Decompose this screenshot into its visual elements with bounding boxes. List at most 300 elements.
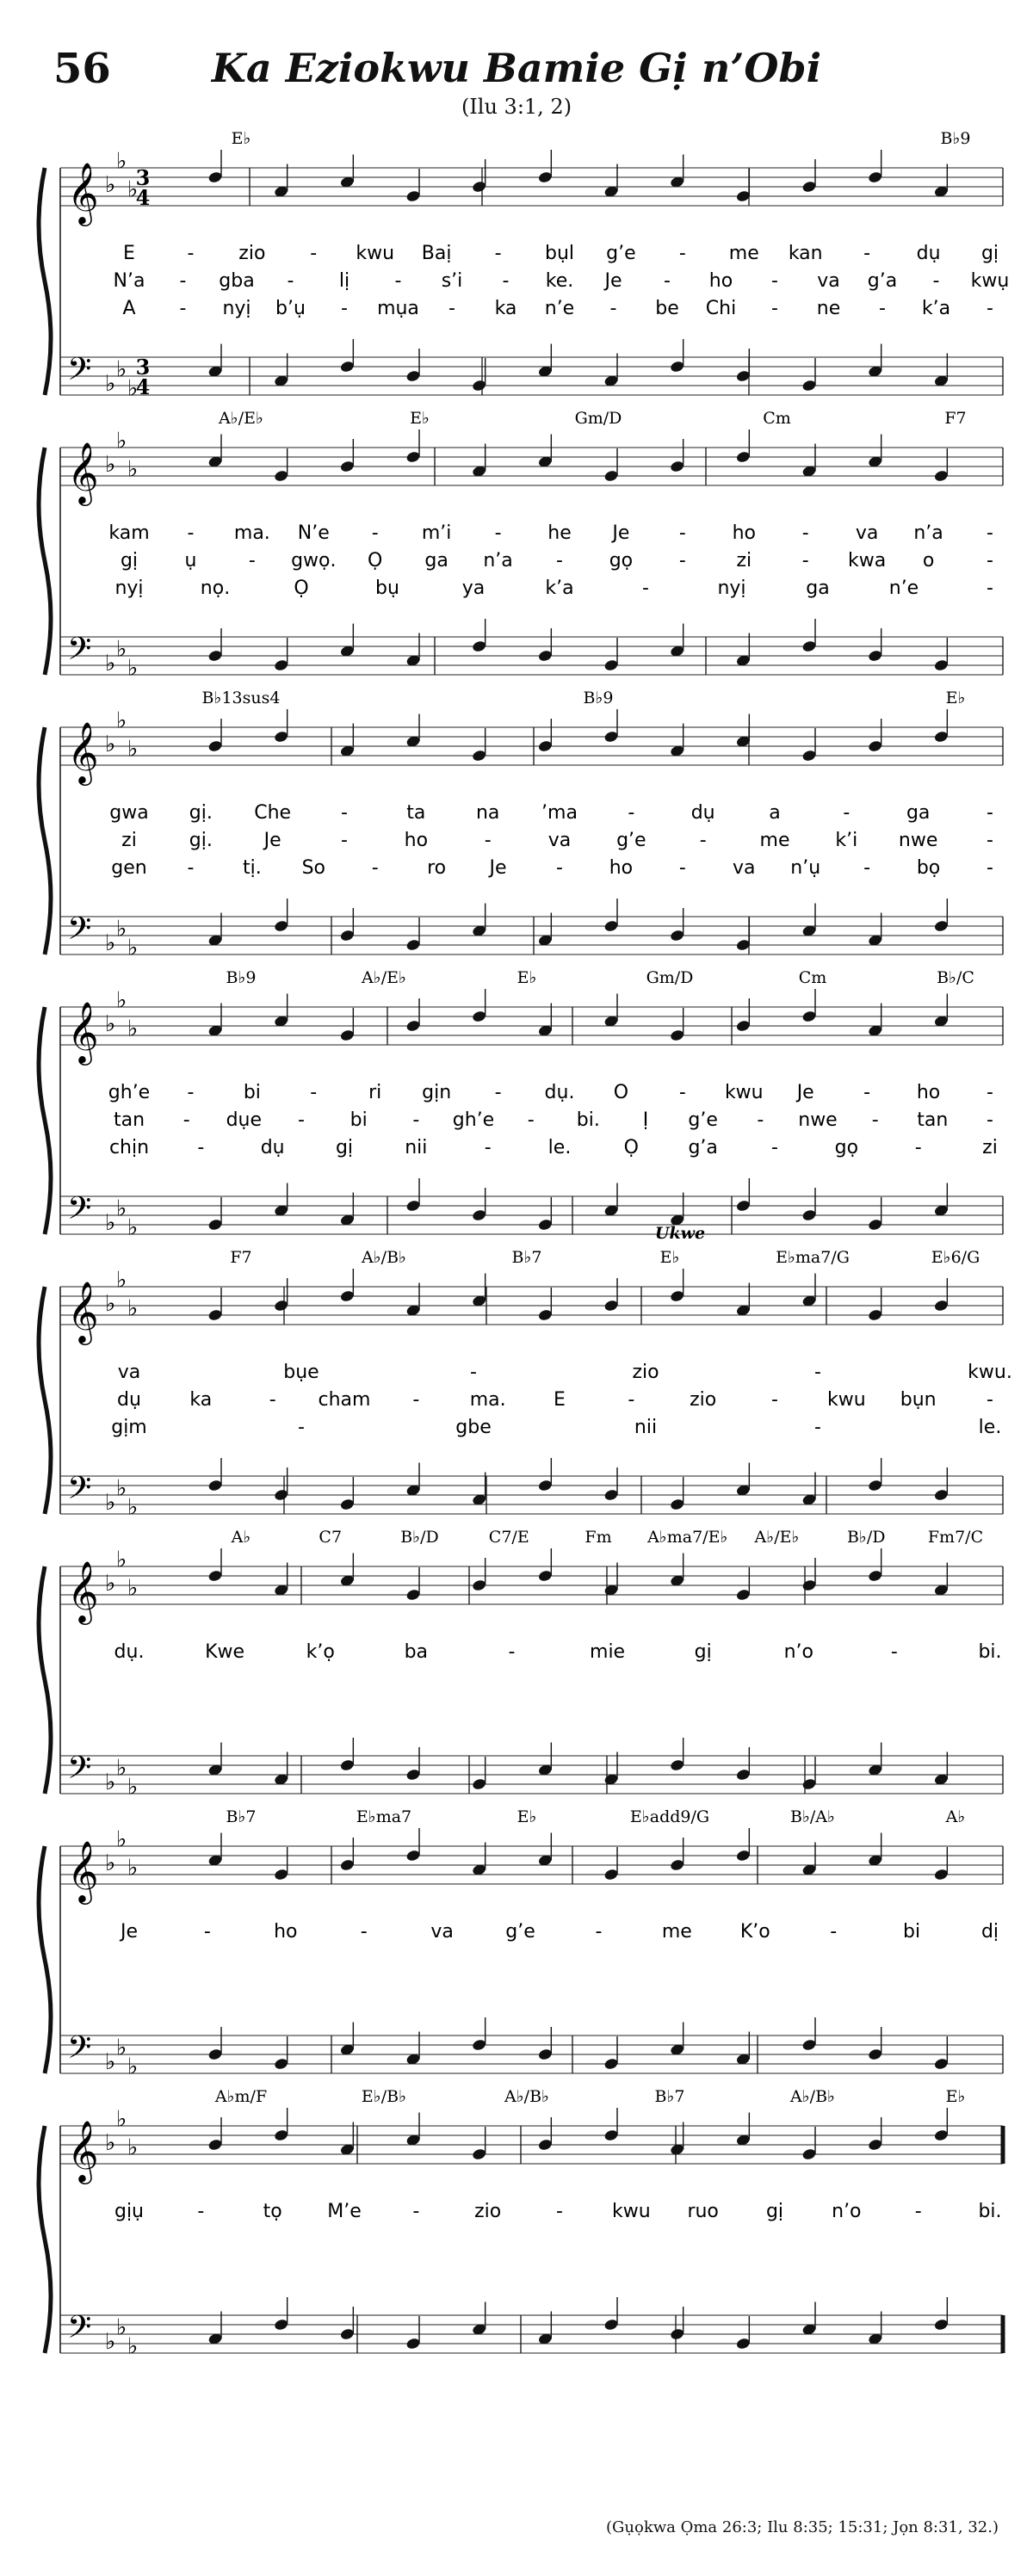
lyric-syllable: - [179, 298, 187, 319]
lyric-syllable: - [341, 802, 348, 824]
lyric-syllable: n’e [544, 298, 575, 319]
note [405, 189, 421, 202]
lyric-syllable: - [287, 270, 294, 292]
flat-sign-icon: ♭ [116, 428, 127, 454]
note [472, 749, 487, 762]
lyric-syllable: tan [113, 1109, 145, 1131]
note [339, 2327, 355, 2340]
flat-sign-icon: ♭ [105, 1490, 116, 1516]
lyric-syllable: - [494, 1082, 502, 1103]
note [405, 1588, 421, 1601]
treble-clef-icon: 𝄞 [67, 161, 99, 224]
lyric-syllable: - [187, 243, 195, 264]
lyric-syllable: dụ. [114, 1641, 145, 1663]
lyric-syllable: - [987, 857, 993, 879]
lyric-syllable: na [475, 802, 500, 824]
flat-sign-icon: ♭ [105, 2329, 116, 2355]
lyric-syllable: - [187, 522, 195, 544]
lyric-syllable: bi. [576, 1109, 600, 1131]
lyric-syllable: k’a [921, 298, 951, 319]
flat-sign-icon: ♭ [105, 2049, 116, 2075]
chord-symbol: B♭/D [846, 1528, 886, 1547]
lyric-syllable: gịn [422, 1082, 452, 1103]
lyric-syllable: ho [708, 270, 733, 292]
lyric-syllable: - [360, 1921, 368, 1943]
chord-symbol: B♭/C [937, 968, 974, 987]
note [868, 2048, 883, 2060]
chord-symbol: A♭/E♭ [754, 1528, 800, 1547]
chord-symbol: E♭ [516, 968, 537, 987]
chord-symbol: Gm/D [574, 409, 622, 428]
note [274, 1868, 289, 1881]
note [405, 1199, 421, 1212]
flat-sign-icon: ♭ [116, 148, 127, 175]
note [405, 1768, 421, 1781]
lyric-syllable: - [987, 1082, 993, 1103]
treble-clef-icon: 𝄞 [67, 441, 99, 503]
lyric-syllable: va [117, 1362, 141, 1383]
note [537, 2138, 553, 2151]
lyric-syllable: - [197, 1137, 205, 1158]
lyric-syllable: K’o [739, 1921, 770, 1943]
lyric-syllable: k’a [545, 578, 574, 599]
lyric-syllable: - [987, 298, 993, 319]
lyric-syllable: gị. [189, 802, 213, 824]
chord-symbol: B♭/A♭ [789, 1807, 836, 1826]
note [933, 1299, 949, 1312]
note [537, 649, 553, 662]
lyric-syllable: gịm [111, 1417, 147, 1438]
note [801, 639, 817, 652]
lyric-syllable: n’ụ [790, 857, 821, 879]
lyric-syllable: kam [108, 522, 150, 544]
lyric-syllable: gwọ. [291, 550, 337, 571]
note [274, 469, 289, 482]
chord-symbol: E♭ [945, 689, 966, 707]
lyric-syllable: N’a [113, 270, 145, 292]
note [207, 2048, 223, 2060]
flat-sign-icon: ♭ [127, 1214, 139, 1241]
chord-symbol: Fm [585, 1528, 612, 1547]
lyric-syllable: - [187, 1082, 195, 1103]
lyric-syllable: gị [335, 1137, 354, 1158]
treble-staff [60, 708, 1003, 787]
note [603, 730, 619, 743]
note [670, 1498, 685, 1510]
lyric-syllable: - [771, 1137, 778, 1158]
lyric-syllable: - [628, 802, 635, 824]
lyric-syllable: n’e [888, 578, 919, 599]
lyric-syllable: bi [243, 1082, 261, 1103]
lyric-syllable: Je [604, 270, 622, 292]
note [933, 2128, 949, 2141]
lyric-syllable: b’ụ [275, 298, 306, 319]
lyric-syllable: - [412, 1109, 420, 1131]
flat-sign-icon: ♭ [127, 1855, 139, 1881]
note [603, 1488, 619, 1501]
lyric-syllable: - [987, 802, 993, 824]
lyric-syllable: ga [806, 578, 830, 599]
lyric-syllable: bi [903, 1921, 921, 1943]
lyric-syllable: nọ. [200, 578, 231, 599]
chord-symbol: A♭/B♭ [789, 2087, 836, 2106]
lyric-syllable: - [987, 522, 993, 544]
bass-staff [60, 911, 1003, 961]
note [735, 2337, 751, 2350]
lyric-syllable: - [310, 243, 318, 264]
treble-staff [60, 1547, 1003, 1626]
lyric-syllable: dụ [916, 243, 941, 264]
note [274, 2057, 289, 2070]
chord-symbol: A♭ [231, 1528, 251, 1547]
note [472, 2038, 487, 2051]
system-brace [39, 727, 51, 954]
lyric-syllable: kan [788, 243, 823, 264]
lyric-syllable: - [678, 1082, 686, 1103]
music-system [39, 2087, 1003, 2360]
note [670, 1289, 685, 1302]
lyric-syllable: ya [461, 578, 486, 599]
flat-sign-icon: ♭ [105, 651, 116, 676]
note [405, 2337, 421, 2350]
lyric-syllable: - [987, 1389, 993, 1411]
lyric-syllable: ụ [184, 550, 197, 571]
lyric-syllable: g’a [688, 1137, 718, 1158]
lyric-syllable: ma. [469, 1389, 506, 1411]
lyric-syllable: - [678, 857, 686, 879]
flat-sign-icon: ♭ [105, 1011, 116, 1037]
lyric-syllable: gba [219, 270, 255, 292]
flat-sign-icon: ♭ [105, 172, 116, 198]
bass-clef-icon: 𝄢 [67, 631, 92, 675]
note [405, 1019, 421, 1032]
note [933, 919, 949, 932]
lyric-syllable: nyị [114, 578, 144, 599]
flat-sign-icon: ♭ [127, 655, 139, 682]
lyric-syllable: O [613, 1082, 629, 1103]
lyric-syllable: ka [494, 298, 517, 319]
lyric-syllable: - [179, 270, 187, 292]
chord-symbol: Gm/D [646, 968, 694, 987]
lyric-syllable: Je [263, 830, 281, 851]
lyric-syllable: g’a [867, 270, 898, 292]
note [207, 170, 223, 183]
note [603, 2128, 619, 2141]
note [207, 2138, 223, 2151]
lyric-syllable: Baị [421, 243, 452, 264]
lyric-syllable: lị [338, 270, 350, 292]
chord-symbol: B♭9 [940, 129, 971, 148]
system-brace [39, 168, 51, 395]
lyric-syllable: ga [424, 550, 448, 571]
lyric-syllable: gọ [609, 550, 634, 571]
lyric-syllable: ri [368, 1082, 382, 1103]
flat-sign-icon: ♭ [116, 1547, 127, 1573]
lyric-syllable: - [371, 522, 379, 544]
lyric-syllable: - [914, 1137, 922, 1158]
chord-symbol: B♭7 [511, 1248, 542, 1267]
lyric-syllable: - [678, 522, 686, 544]
lyric-syllable: - [801, 522, 809, 544]
lyric-syllable: tị. [242, 857, 262, 879]
chord-symbol: A♭/B♭ [361, 1248, 407, 1267]
music-system [39, 1528, 1003, 1801]
lyric-syllable: kwu [611, 2201, 651, 2222]
lyric-syllable: g’e [505, 1921, 535, 1943]
note [274, 730, 289, 743]
lyric-syllable: ba [404, 1641, 429, 1663]
lyric-syllable: - [863, 243, 871, 264]
lyric-syllable: kwu [826, 1389, 866, 1411]
lyric-syllable: bi. [978, 2201, 1002, 2222]
flat-sign-icon: ♭ [116, 1826, 127, 1853]
lyric-syllable: - [699, 830, 707, 851]
lyric-syllable: gị [980, 243, 999, 264]
flat-sign-icon: ♭ [116, 1475, 127, 1502]
chord-symbol: E♭ma7 [356, 1807, 412, 1826]
music-system [39, 1807, 1003, 2080]
system-brace [39, 1566, 51, 1794]
section-marker: Ukwe [654, 1224, 706, 1243]
note [603, 1299, 619, 1312]
flat-sign-icon: ♭ [116, 1195, 127, 1222]
bass-clef-icon: 𝄢 [67, 1470, 92, 1514]
note [868, 2138, 883, 2151]
lyric-syllable: dụ [690, 802, 715, 824]
note [537, 1479, 553, 1492]
lyric-syllable: bụn [900, 1389, 937, 1411]
note [801, 1208, 817, 1221]
time-signature: 4 [135, 184, 151, 210]
time-signature: 3 [135, 354, 151, 380]
lyric-syllable: me [728, 243, 759, 264]
note [207, 1218, 223, 1231]
system-brace [39, 1846, 51, 2073]
lyric-syllable: ta [406, 802, 426, 824]
chord-symbol: E♭ [659, 1248, 680, 1267]
note [801, 379, 817, 392]
flat-sign-icon: ♭ [127, 1575, 139, 1602]
note [868, 649, 883, 662]
bass-clef-icon: 𝄢 [67, 911, 92, 954]
bass-clef-icon: 𝄢 [67, 2029, 92, 2073]
lyric-syllable: ho [274, 1921, 298, 1943]
lyric-syllable: - [394, 270, 402, 292]
treble-clef-icon: 𝄞 [67, 1000, 99, 1063]
treble-clef-icon: 𝄞 [67, 1839, 99, 1902]
lyric-syllable: va [547, 830, 572, 851]
note [801, 2147, 817, 2160]
chord-symbol: E♭6/G [931, 1248, 980, 1267]
flat-sign-icon: ♭ [127, 1494, 139, 1521]
bass-staff [60, 1470, 1003, 1521]
lyric-syllable: a [769, 802, 781, 824]
lyric-syllable: nii [634, 1417, 658, 1438]
note [472, 2147, 487, 2160]
lyric-syllable: gwa [109, 802, 149, 824]
note [933, 2057, 949, 2070]
lyric-syllable: - [508, 1641, 516, 1663]
lyric-syllable: kwụ [970, 270, 1010, 292]
lyric-syllable: gh’e [108, 1082, 151, 1103]
lyric-syllable: - [502, 270, 510, 292]
music-system [39, 689, 1003, 961]
note [670, 360, 685, 373]
lyric-syllable: chịn [108, 1137, 150, 1158]
lyric-syllable: nyị [222, 298, 251, 319]
note [670, 1858, 685, 1871]
lyric-syllable: - [642, 578, 649, 599]
chord-symbol: A♭ma7/E♭ [647, 1528, 728, 1547]
lyric-syllable: zio [474, 2201, 502, 2222]
flat-sign-icon: ♭ [105, 2130, 116, 2156]
lyric-syllable: - [890, 1641, 898, 1663]
lyric-syllable: k’ọ [306, 1641, 335, 1663]
lyric-syllable: o [922, 550, 935, 571]
hymn-number: 56 [53, 45, 111, 93]
lyric-syllable: mụa [377, 298, 419, 319]
note [339, 929, 355, 942]
note [933, 1488, 949, 1501]
lyric-syllable: - [801, 550, 809, 571]
bass-staff [60, 351, 1003, 402]
note [801, 180, 817, 193]
note [801, 2038, 817, 2051]
lyric-syllable: Je [612, 522, 630, 544]
lyric-syllable: bọ [916, 857, 941, 879]
lyric-syllable: - [556, 550, 563, 571]
flat-sign-icon: ♭ [105, 1291, 116, 1317]
note [472, 1578, 487, 1591]
bass-clef-icon: 𝄢 [67, 1750, 92, 1794]
note [537, 170, 553, 183]
lyric-syllable: - [187, 857, 195, 879]
note [339, 360, 355, 373]
chord-symbol: A♭/E♭ [362, 968, 406, 987]
lyric-syllable: zi [982, 1137, 998, 1158]
note [339, 1858, 355, 1871]
flat-sign-icon: ♭ [105, 732, 116, 757]
note [472, 1777, 487, 1790]
note [274, 1299, 289, 1312]
lyric-syllable: ne [816, 298, 841, 319]
note [339, 1029, 355, 1041]
lyric-syllable: m’i [421, 522, 452, 544]
lyric-syllable: Ị [642, 1109, 649, 1131]
note [868, 1479, 883, 1492]
note [735, 1768, 751, 1781]
lyric-syllable: kwu [356, 243, 395, 264]
lyric-syllable: zio [632, 1362, 659, 1383]
lyric-syllable: - [197, 2201, 205, 2222]
lyric-syllable: - [879, 298, 886, 319]
note [868, 1308, 883, 1321]
chord-symbol: Fm7/C [927, 1528, 984, 1547]
lyric-syllable: be [655, 298, 679, 319]
lyric-syllable: - [248, 550, 256, 571]
lyric-syllable: - [609, 298, 617, 319]
song-title: Ka Eziokwu Bamie Gị n’Obi [211, 45, 822, 91]
note [207, 1308, 223, 1321]
note [735, 1199, 751, 1212]
lyric-syllable: mie [590, 1641, 626, 1663]
lyric-syllable: ro [427, 857, 447, 879]
note [472, 180, 487, 193]
note [603, 919, 619, 932]
lyric-syllable: - [412, 2201, 420, 2222]
lyric-syllable: - [814, 1417, 821, 1438]
chord-symbol: C7/E [488, 1528, 529, 1547]
lyric-syllable: Kwe [205, 1641, 245, 1663]
lyric-syllable: dụ. [544, 1082, 575, 1103]
lyric-syllable: - [341, 830, 348, 851]
note [472, 1208, 487, 1221]
lyric-syllable: Chi [705, 298, 737, 319]
note [735, 450, 751, 463]
note [868, 739, 883, 752]
note [735, 1019, 751, 1032]
lyric-syllable: bi. [978, 1641, 1002, 1663]
lyric-syllable: ho [916, 1082, 941, 1103]
note [537, 1308, 553, 1321]
lyric-syllable: - [494, 243, 502, 264]
note [933, 2318, 949, 2331]
flat-sign-icon: ♭ [127, 456, 139, 483]
lyric-syllable: - [269, 1389, 276, 1411]
lyric-syllable: - [628, 1389, 635, 1411]
bass-clef-icon: 𝄢 [67, 2309, 92, 2353]
lyric-syllable: Ọ [294, 578, 309, 599]
lyric-syllable: cham [318, 1389, 371, 1411]
lyric-syllable: - [556, 2201, 563, 2222]
flat-sign-icon: ♭ [116, 987, 127, 1014]
lyric-syllable: - [843, 802, 851, 824]
note [801, 1777, 817, 1790]
lyric-syllable: Che [254, 802, 292, 824]
lyric-syllable: - [863, 857, 871, 879]
lyric-syllable: zio [690, 1389, 717, 1411]
music-system [39, 409, 1003, 682]
bass-clef-icon: 𝄢 [67, 351, 92, 395]
note [735, 1849, 751, 1862]
lyric-syllable: - [298, 1417, 305, 1438]
note [339, 1758, 355, 1771]
system-brace [39, 448, 51, 675]
chord-symbol: E♭ [410, 409, 430, 428]
lyric-syllable: dụ [117, 1389, 141, 1411]
lyric-syllable: - [341, 298, 348, 319]
time-signature: 3 [135, 164, 151, 190]
flat-sign-icon: ♭ [127, 1016, 139, 1042]
note [537, 2048, 553, 2060]
treble-staff [60, 1268, 1003, 1346]
treble-clef-icon: 𝄞 [67, 2119, 99, 2182]
lyric-syllable: ho [404, 830, 429, 851]
flat-sign-icon: ♭ [116, 1755, 127, 1782]
flat-sign-icon: ♭ [127, 736, 139, 763]
note [670, 929, 685, 942]
lyric-syllable: me [759, 830, 790, 851]
lyric-syllable: nwe [798, 1109, 838, 1131]
lyric-syllable: ma. [233, 522, 270, 544]
music-system [39, 1224, 1012, 1521]
lyric-syllable: n’a [913, 522, 943, 544]
lyric-syllable: ka [189, 1389, 213, 1411]
note [868, 170, 883, 183]
lyric-syllable: - [494, 522, 502, 544]
note [274, 1488, 289, 1501]
treble-staff [60, 1827, 1003, 1906]
